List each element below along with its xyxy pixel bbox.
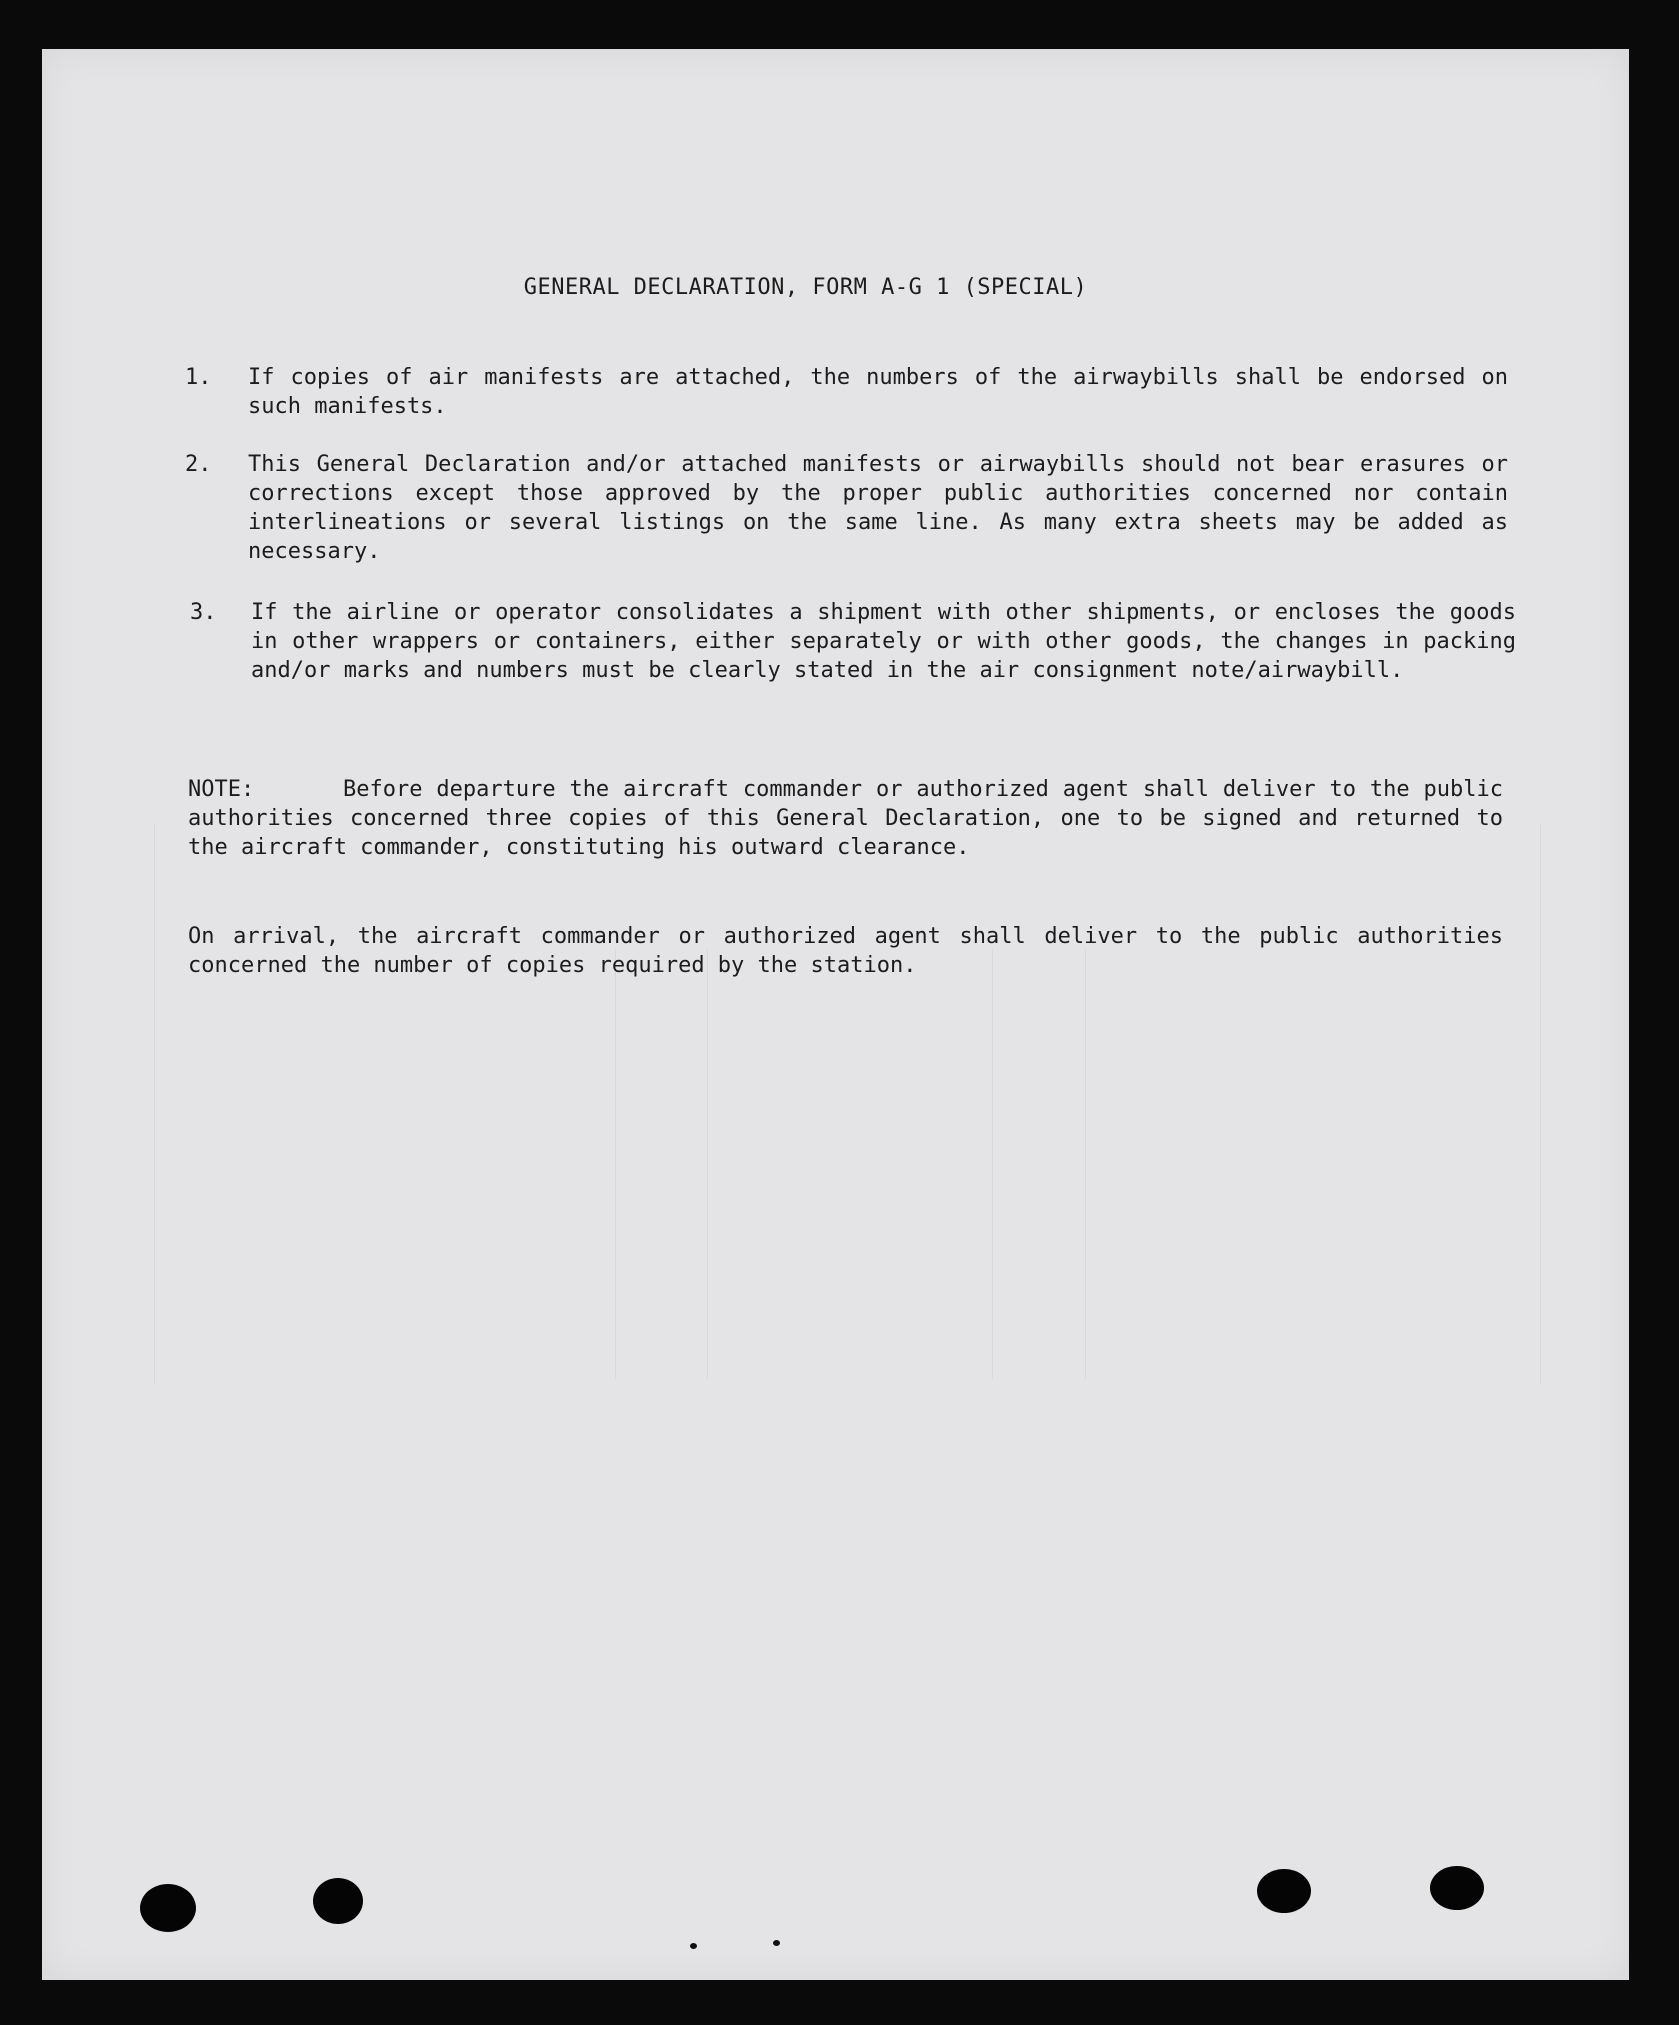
bleed-through-form-outline	[154, 824, 1541, 1384]
scan-speck	[690, 1943, 697, 1949]
bleed-through-line	[1085, 949, 1086, 1379]
punch-hole	[313, 1878, 363, 1924]
document-title: GENERAL DECLARATION, FORM A-G 1 (SPECIAL)	[523, 275, 1088, 300]
item-text: If copies of air manifests are attached, the numbers of the airwaybills shall be endorsed on such manifests.	[248, 365, 1508, 419]
bleed-through-line	[615, 949, 616, 1379]
list-item	[185, 598, 1565, 718]
punch-hole	[1430, 1866, 1484, 1910]
bleed-through-line	[707, 949, 708, 1379]
note-label: NOTE:	[188, 777, 255, 802]
punch-hole	[140, 1884, 196, 1932]
note-text: Before departure the aircraft commander or authorized agent shall deliver to the public authorities concerned three copies of this General Declaration, one to be signed and returned to the aircraft commander, constituting his outward clearance.	[188, 777, 1503, 860]
document-page	[42, 49, 1629, 1980]
item-number: 3.	[190, 600, 217, 625]
note-paragraph	[188, 775, 1503, 862]
item-number: 2.	[185, 452, 212, 477]
item-text: This General Declaration and/or attached manifests or airwaybills should not bear erasures or corrections except those approved by the proper public authorities concerned nor contain interlineations or several listings on the same line. As many extra sheets may be added as necessary.	[248, 452, 1508, 564]
item-text: If the airline or operator consolidates a shipment with other shipments, or encloses the goods in other wrappers or containers, either separately or with other goods, the changes in packing and/or marks and numbers must be clearly stated in the air consignment note/airwaybill.	[251, 600, 1516, 683]
item-number: 1.	[185, 365, 212, 390]
punch-hole	[1257, 1869, 1311, 1913]
list-item	[185, 363, 1565, 423]
list-item	[185, 450, 1565, 570]
scan-speck	[773, 1940, 780, 1946]
arrival-paragraph: On arrival, the aircraft commander or authorized agent shall deliver to the public authorities concerned the number of copies required by the station.	[188, 924, 1503, 978]
bleed-through-line	[992, 949, 993, 1379]
